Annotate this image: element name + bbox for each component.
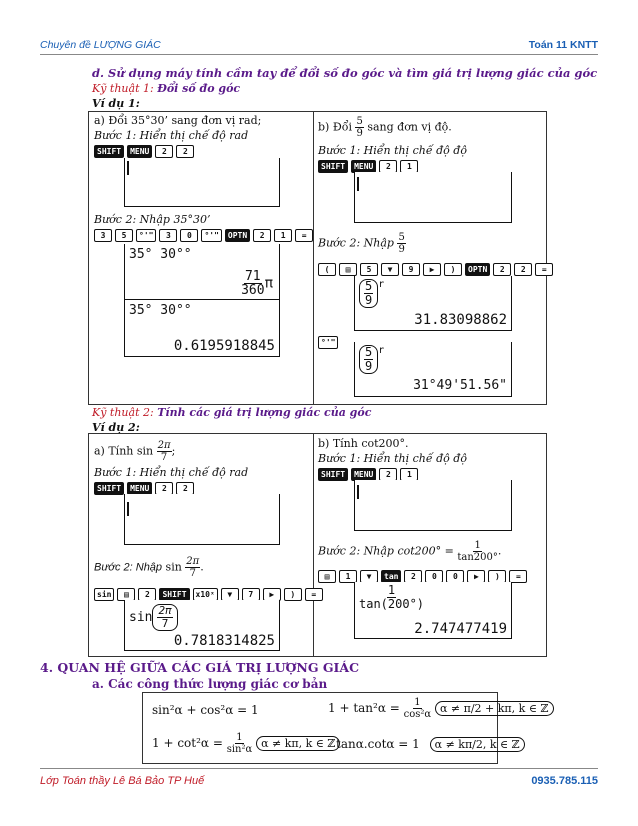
- ex1a-screen-blank: [124, 158, 280, 207]
- ex1b-keys2: ( ▤ 5 ▼ 9 ▶ ) OPTN 2 2 =: [318, 263, 553, 276]
- ex2b-step1: Bước 1: Hiển thị chế độ độ: [318, 452, 467, 465]
- ex1a-screen-1: 35° 30°° $\frac{71}{360}$ π: [124, 244, 280, 300]
- formula-2: 1 + tan²α = $\frac{1}{\text{cos²α}}$ α ≠ π/2 + kπ, k ∈ ℤ: [328, 697, 554, 720]
- ex2b-step2: Bước 2: Nhập cot200° = $\frac{1}{\tan 200^\circ}$ .: [318, 540, 502, 563]
- page-header: [40, 36, 598, 55]
- ex1a-keys1: [94, 145, 194, 158]
- ex2a-prompt: a) Tính sin $\frac{2\pi}{7}$ ;: [94, 440, 176, 463]
- ex2b-keys2: ▤ 1 ▼ tan 2 0 0 ▶ ) =: [318, 570, 527, 583]
- technique-2: Kỹ thuật 2: Tính các giá trị lượng giác của góc: [92, 406, 372, 419]
- ex1b-screen-blank: [354, 172, 512, 223]
- cursor: [127, 161, 129, 175]
- ex1a-screen-2: 35° 30°° 0.6195918845: [124, 300, 280, 357]
- ex2a-screen: sin $\frac{2\pi}{7}$ 0.7818314825: [124, 600, 280, 651]
- key-2: 2: [155, 145, 173, 158]
- formula-4: tanα.cotα = 1 α ≠ kπ/2, k ∈ ℤ: [336, 737, 525, 752]
- example-1-label: Ví dụ 1:: [92, 97, 140, 110]
- ex2a-step1: Bước 1: Hiển thị chế độ rad: [94, 466, 249, 479]
- section-4a-title: a. Các công thức lượng giác cơ bản: [92, 677, 328, 691]
- ex1b-prompt: b) Đổi $\frac{5}{9}$ sang đơn vị độ.: [318, 116, 452, 139]
- ex2a-screen-blank: [124, 494, 280, 545]
- header-course: Toán 11 KNTT: [528, 39, 598, 51]
- ex1b-screen-1: $\frac{5}{9}$ $^r$ 31.83098862: [354, 276, 512, 331]
- ex2b-screen-blank: [354, 480, 512, 531]
- footer-phone: 0935.785.115: [531, 775, 598, 787]
- ex1a-result: 0.6195918845: [173, 338, 275, 354]
- key-menu: MENU: [127, 145, 152, 158]
- ex2a-step2: Bước 2: Nhập sin $\frac{2\pi}{7}$ .: [94, 556, 204, 579]
- key-2: 2: [176, 145, 194, 158]
- ex2a-keys2: sin ▤ 2 SHIFT x10ˣ ▼ 7 ▶ ) =: [94, 588, 323, 601]
- ex1b-result-1: 31.83098862: [414, 312, 507, 328]
- section-4-title: 4. QUAN HỆ GIỮA CÁC GIÁ TRỊ LƯỢNG GIÁC: [40, 660, 360, 675]
- ex1b-step1: Bước 1: Hiển thị chế độ độ: [318, 144, 467, 157]
- key-shift: SHIFT: [94, 145, 124, 158]
- ex1b-result-2: 31°49'51.56": [413, 378, 507, 393]
- ex2b-keys1: SHIFT MENU 2 1: [318, 468, 418, 481]
- page-footer: [40, 768, 598, 791]
- section-d-title: d. Sử dụng máy tính cầm tay để đổi số đo góc và tìm giá trị lượng giác của góc: [92, 66, 598, 80]
- ex1b-screen-2: $\frac{5}{9}$ $^r$ 31°49'51.56": [354, 342, 512, 397]
- ex2b-result: 2.747477419: [414, 621, 507, 637]
- formula-1: sin²α + cos²α = 1: [152, 703, 259, 717]
- ex1a-step1: Bước 1: Hiển thị chế độ rad: [94, 129, 249, 142]
- key-dms: °'": [318, 336, 338, 349]
- ex1a-keys2: 3 5 °'" 3 0 °'" OPTN 2 1 =: [94, 229, 313, 242]
- example-2-label: Ví dụ 2:: [92, 421, 140, 434]
- ex1a-prompt: a) Đổi 35°30’ sang đơn vị rad;: [94, 114, 262, 127]
- ex1a-step2: Bước 2: Nhập 35°30’: [94, 213, 211, 226]
- ex2b-prompt: b) Tính cot200°.: [318, 437, 409, 450]
- ex1b-step2: Bước 2: Nhập $\frac{5}{9}$: [318, 232, 405, 255]
- ex2a-keys1: SHIFT MENU 2 2: [94, 482, 194, 495]
- ex2a-result: 0.7818314825: [173, 633, 275, 649]
- technique-1: Kỹ thuật 1: Đổi số đo góc: [92, 82, 241, 95]
- footer-teacher: Lớp Toán thầy Lê Bá Bảo TP Huế: [40, 775, 205, 787]
- header-topic: Chuyên đề LƯỢNG GIÁC: [40, 39, 161, 51]
- formula-3: 1 + cot²α = $\frac{1}{\text{sin²α}}$ α ≠ kπ, k ∈ ℤ: [152, 732, 340, 755]
- ex1b-keys1: SHIFT MENU 2 1: [318, 160, 418, 173]
- ex2b-screen: $\frac{1}{\tan(200^\circ)}$ 2.747477419: [354, 582, 512, 639]
